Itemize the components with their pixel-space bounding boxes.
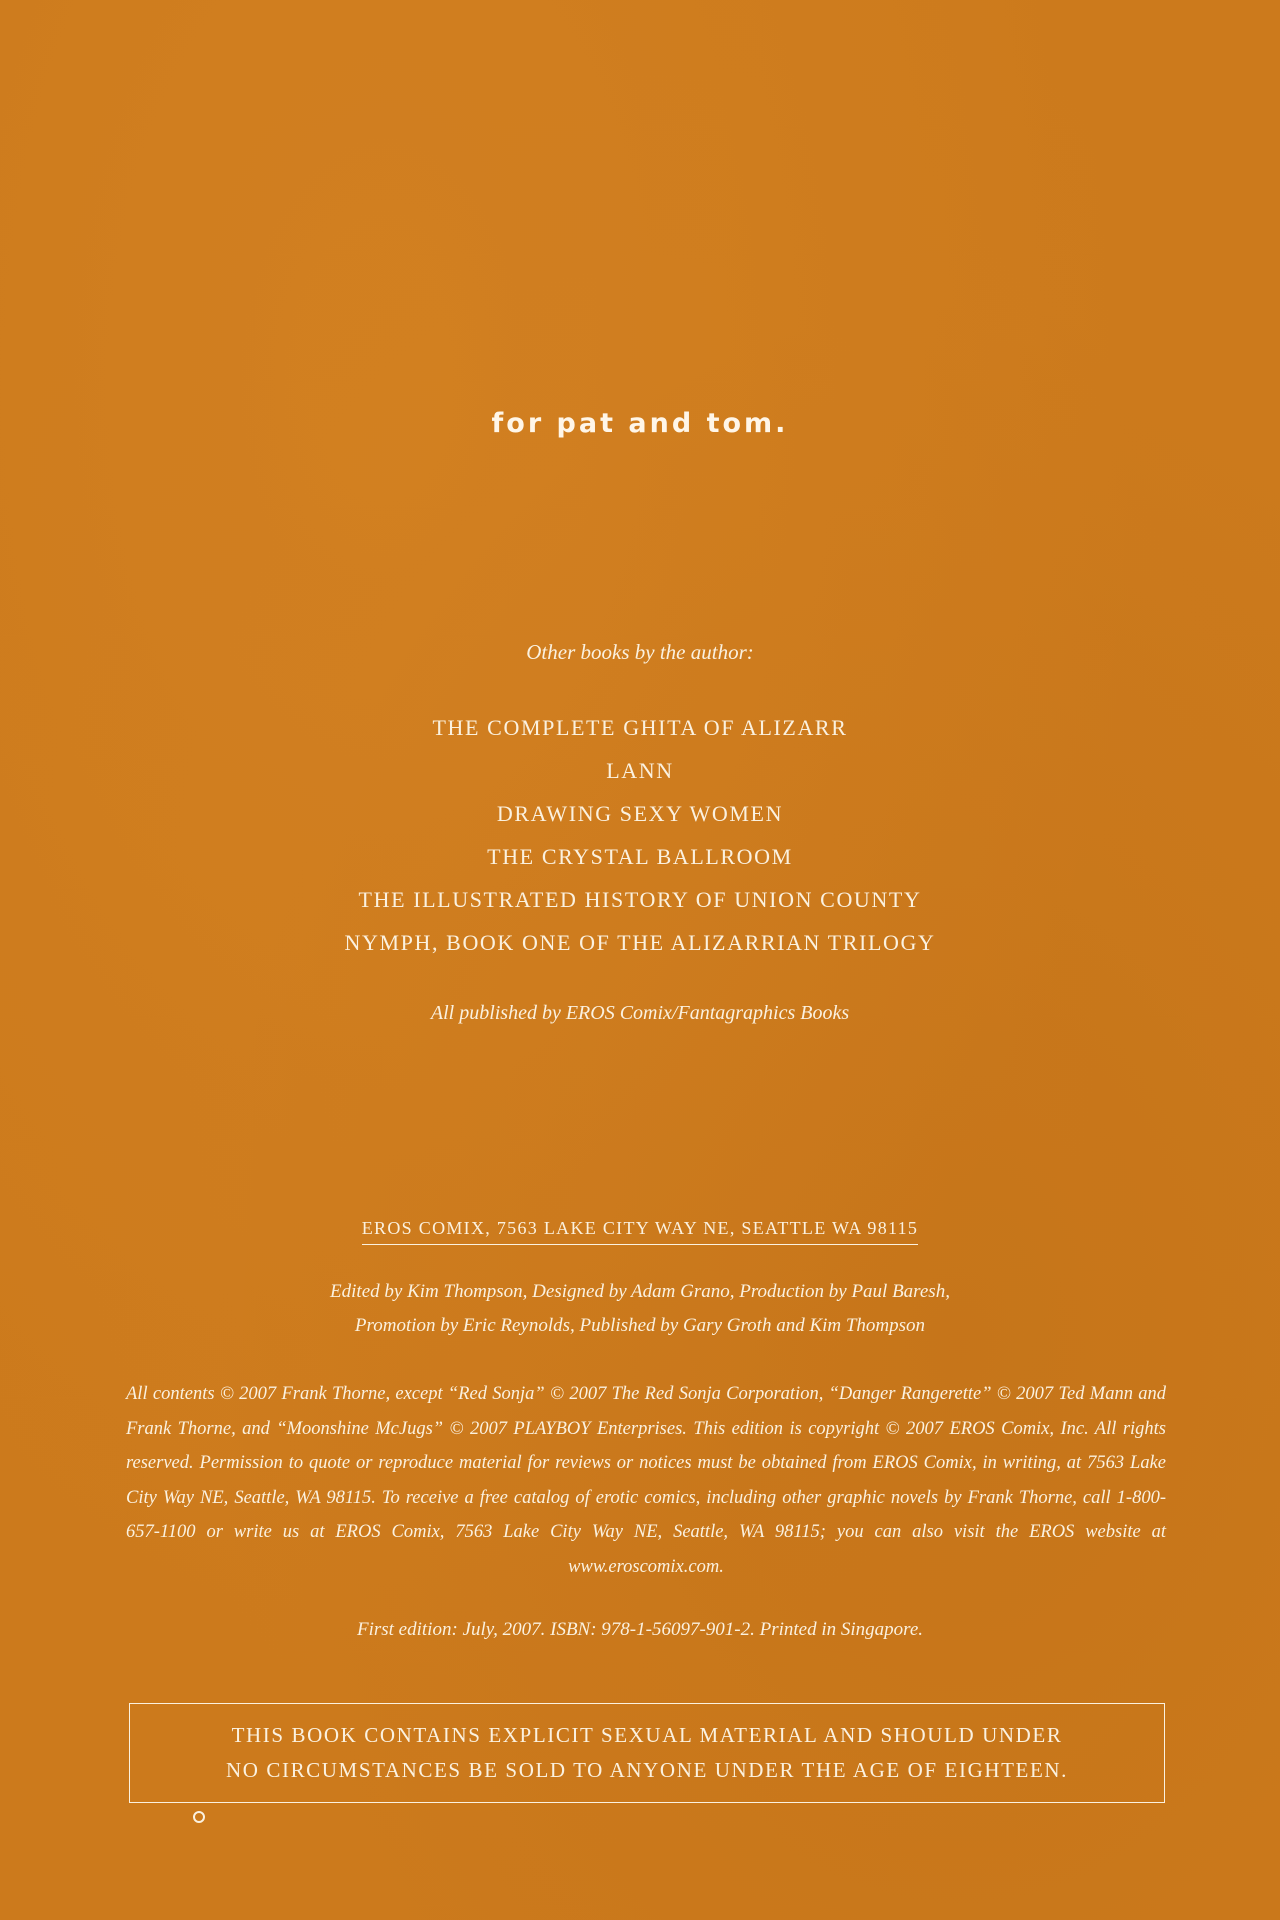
copyright-notice: All contents © 2007 Frank Thorne, except “Red Sonja” © 2007 The Red Sonja Corporation, “Danger Rangerette” © 2007 Ted Mann and Frank Thorne, and “Moonshine McJugs” © 2007 PLAYBOY Enterprises. This edition is copyright © 2007 EROS Comix, Inc. All rights reserved. Permission to quote or reproduce material for reviews or notices must be obtained from EROS Comix, in writing, at 7563 Lake City Way NE, Seattle, WA 98115. To receive a free catalog of erotic comics, including other graphic novels by Frank Thorne, call 1-800-657-1100 or write us at EROS Comix, 7563 Lake City Way NE, Seattle, WA 98115; you can also visit the EROS website at www.eroscomix.com. [126, 1384, 1166, 1577]
warning-line: NO CIRCUMSTANCES BE SOLD TO ANYONE UNDER THE AGE OF EIGHTEEN. [225, 1758, 1069, 1782]
credits-line: Promotion by Eric Reynolds, Published by Gary Groth and Kim Thompson [354, 1315, 926, 1336]
book-title: THE CRYSTAL BALLROOM [487, 844, 793, 869]
credits [0, 1275, 1280, 1343]
dedication: for pat and tom. [491, 408, 789, 439]
other-books-list [0, 712, 1280, 970]
warning-line: THIS BOOK CONTAINS EXPLICIT SEXUAL MATERIAL AND SHOULD UNDER [231, 1723, 1063, 1747]
publisher-address-text: EROS COMIX, 7563 LAKE CITY WAY NE, SEATTLE WA 98115 [362, 1218, 918, 1245]
published-by-note: All published by EROS Comix/Fantagraphics Books [430, 1002, 850, 1024]
publisher-address [0, 1218, 1280, 1245]
book-title: DRAWING SEXY WOMEN [496, 801, 784, 826]
book-title: LANN [606, 758, 674, 783]
other-books-heading: Other books by the author: [526, 640, 754, 664]
age-warning-box [129, 1703, 1165, 1803]
book-title: THE ILLUSTRATED HISTORY OF UNION COUNTY [358, 887, 922, 912]
credits-line: Edited by Kim Thompson, Designed by Adam Grano, Production by Paul Baresh, [330, 1281, 950, 1302]
edition-info: First edition: July, 2007. ISBN: 978-1-56097-901-2. Printed in Singapore. [356, 1619, 924, 1640]
book-title: NYMPH, BOOK ONE OF THE ALIZARRIAN TRILOGY [344, 930, 936, 955]
book-title: THE COMPLETE GHITA OF ALIZARR [432, 715, 848, 740]
page-number-circle-icon [193, 1811, 205, 1823]
